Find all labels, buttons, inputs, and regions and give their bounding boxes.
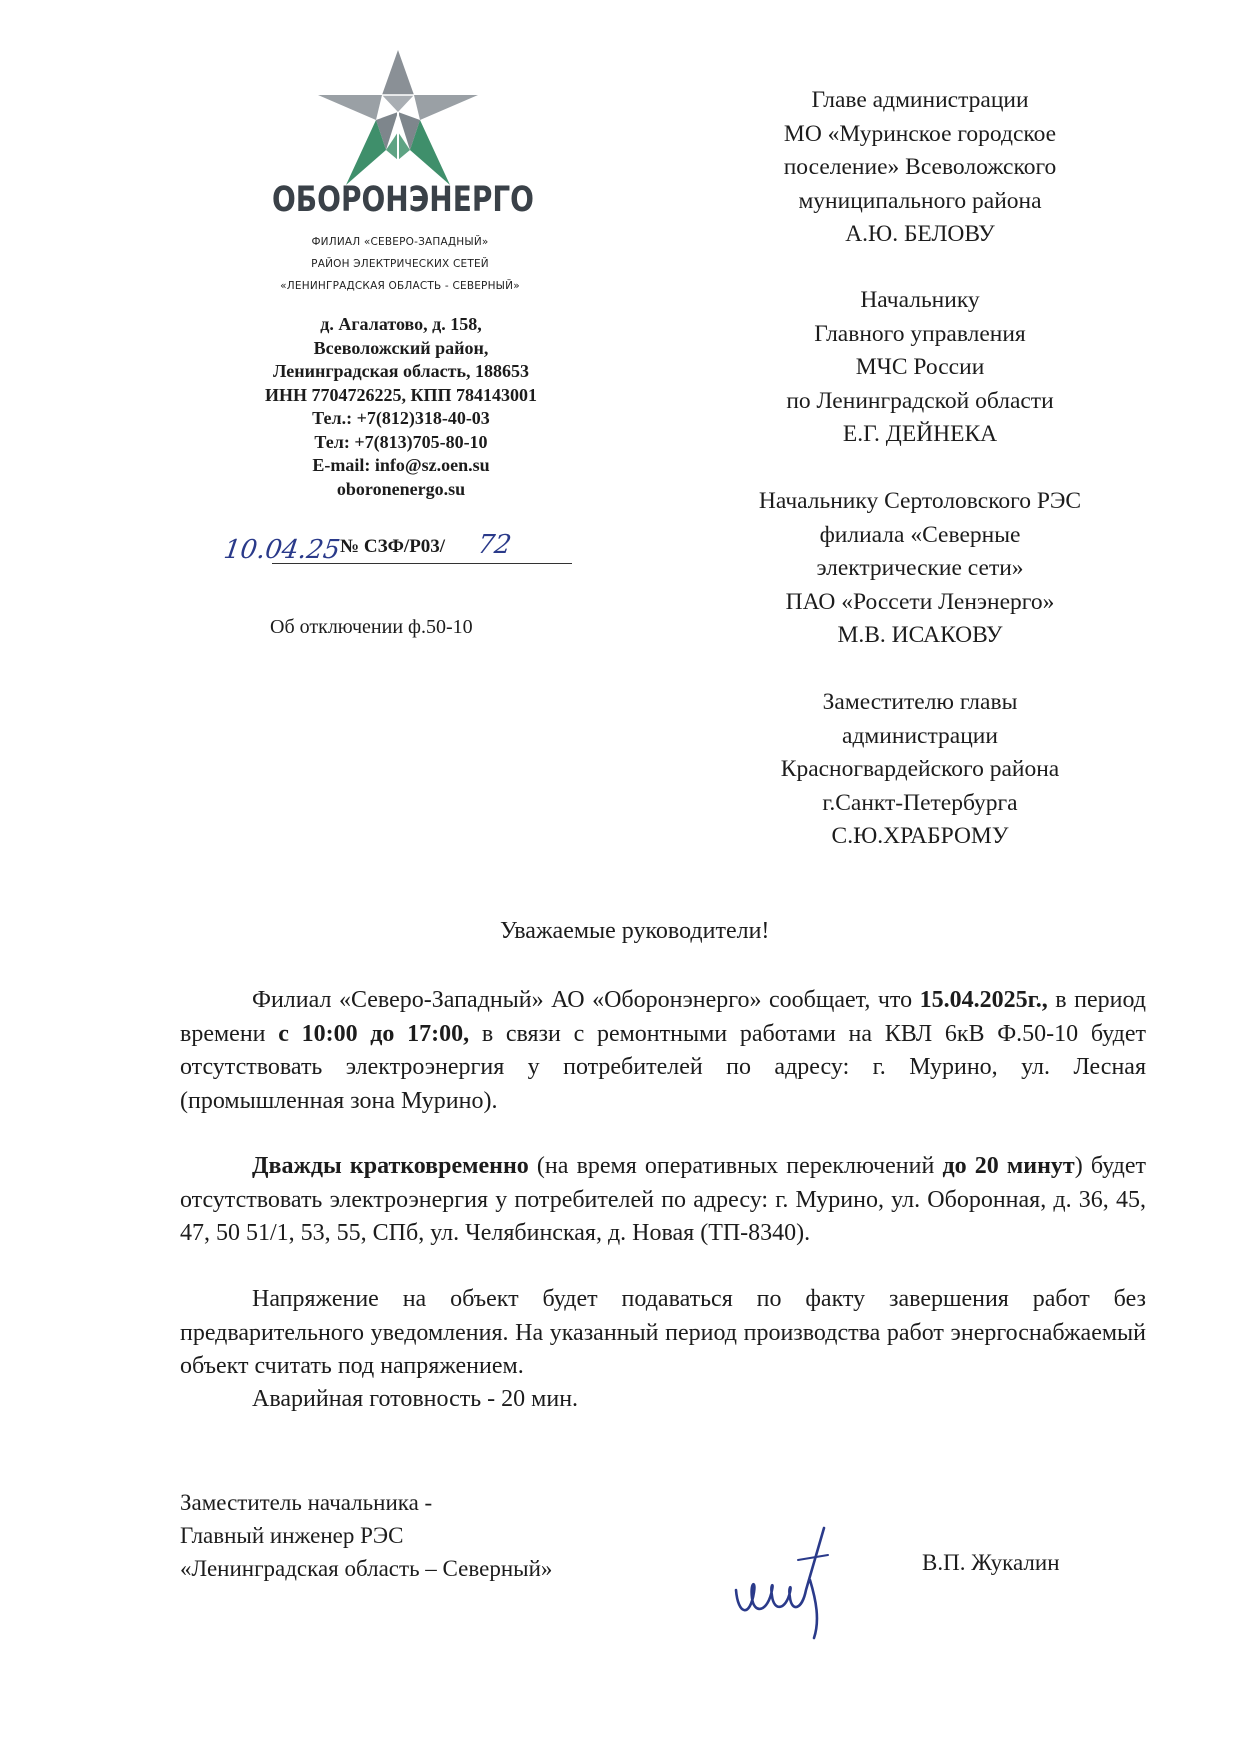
addressee-line: Начальнику Сертоловского РЭС bbox=[758, 488, 1082, 514]
signer-title-line: «Ленинградская область – Северный» bbox=[180, 1556, 553, 1581]
addressee-block bbox=[690, 485, 1150, 653]
signer-name: В.П. Жукалин bbox=[922, 1550, 1060, 1575]
text-run: ) будет отсутствовать электроэнергия у потребителей по адресу: г. Мурино, ул. Оборонная, д. 36, 45, 47, 50 51/1, 53, 55, СПб, ул. Челябинская, д. Новая (ТП-8340). bbox=[180, 1153, 1146, 1246]
org-name-logotype: ОБОРОНЭНЕРГО bbox=[272, 180, 534, 220]
reference-underline bbox=[272, 563, 572, 564]
body-paragraph: Аварийная готовность - 20 мин. bbox=[252, 1386, 579, 1412]
addressee-line: МО «Муринское городское bbox=[783, 120, 1057, 147]
addressee-line: филиала «Северные bbox=[819, 521, 1021, 548]
phone-line: Тел: +7(813)705-80-10 bbox=[314, 431, 488, 452]
addressee-line: Главе администрации bbox=[811, 87, 1029, 113]
logo-star-icon bbox=[318, 50, 478, 190]
addressee-name: М.В. ИСАКОВУ bbox=[837, 622, 1003, 648]
handwritten-signature-icon bbox=[728, 1520, 868, 1640]
body-paragraph: Напряжение на объект будет подаваться по факту завершения работ без предварительного уведомления. На указанный период производства работ энергоснабжаемый объект считать под напряжением. bbox=[180, 1286, 1146, 1379]
addressee-line: МЧС России bbox=[855, 354, 985, 380]
addressee-line: Заместителю главы bbox=[822, 689, 1018, 715]
addressee-line: Красногвардейского района bbox=[780, 756, 1060, 782]
body-paragraph bbox=[180, 1150, 1146, 1251]
addressee-line: Главного управления bbox=[814, 320, 1026, 347]
text-run: Филиал «Северо-Западный» АО «Оборонэнерго» сообщает, что bbox=[252, 987, 920, 1013]
addressee-line: ПАО «Россети Ленэнерго» bbox=[785, 588, 1055, 615]
addressee-line: муниципального района bbox=[798, 187, 1042, 214]
reference-number-prefix: № СЗФ/Р03/ bbox=[340, 536, 446, 557]
text-run: в связи с ремонтными работами на КВЛ 6кВ Ф.50-10 будет отсутствовать электроэнергия у потребителей по адресу: г. Мурино, ул. Лесная (промышленная зона Мурино). bbox=[180, 1020, 1146, 1114]
addressee-line: поселение» Всеволожского bbox=[783, 154, 1057, 180]
address-line: Всеволожский район, bbox=[313, 337, 489, 358]
signer-title-line: Заместитель начальника - bbox=[180, 1490, 433, 1515]
addressee-block bbox=[690, 686, 1150, 854]
signer-title bbox=[180, 1486, 552, 1585]
area-name: «ЛЕНИНГРАДСКАЯ ОБЛАСТЬ - СЕВЕРНЫЙ» bbox=[280, 280, 520, 292]
salutation: Уважаемые руководители! bbox=[500, 918, 770, 944]
addressee-name: Е.Г. ДЕЙНЕКА bbox=[842, 421, 998, 447]
text-run: в период времени bbox=[180, 987, 1146, 1047]
signer-title-line: Главный инженер РЭС bbox=[180, 1523, 404, 1548]
phone-line: Тел.: +7(812)318-40-03 bbox=[312, 408, 490, 428]
addressee-line: г.Санкт-Петербурга bbox=[822, 789, 1018, 816]
bold-duration: до 20 минут bbox=[942, 1153, 1075, 1179]
bold-time-range: с 10:00 до 17:00, bbox=[278, 1020, 470, 1047]
letter-subject: Об отключении ф.50-10 bbox=[270, 616, 473, 638]
bold-date: 15.04.2025г., bbox=[919, 987, 1048, 1013]
addressee-name: С.Ю.ХРАБРОМУ bbox=[831, 823, 1009, 849]
reference-date-handwritten: 10.04.25 bbox=[221, 535, 342, 565]
reference-number-handwritten: 72 bbox=[475, 530, 514, 560]
addressee-line: электрические сети» bbox=[816, 555, 1024, 581]
tax-ids-line: ИНН 7704726225, КПП 784143001 bbox=[264, 384, 538, 405]
text-run: (на время оперативных переключений bbox=[528, 1153, 943, 1179]
website-line: oboronenergo.su bbox=[336, 478, 466, 499]
branch-name: ФИЛИАЛ «СЕВЕРО-ЗАПАДНЫЙ» bbox=[311, 236, 489, 248]
email-line: E-mail: info@sz.oen.su bbox=[312, 455, 490, 475]
body-paragraph bbox=[180, 984, 1146, 1118]
address-line: д. Агалатово, д. 158, bbox=[320, 314, 482, 334]
res-name: РАЙОН ЭЛЕКТРИЧЕСКИХ СЕТЕЙ bbox=[311, 258, 489, 270]
addressee-line: Начальнику bbox=[860, 287, 980, 313]
addressee-name: А.Ю. БЕЛОВУ bbox=[845, 221, 995, 247]
addressee-block bbox=[690, 284, 1150, 452]
addressee-line: администрации bbox=[842, 722, 998, 749]
address-line: Ленинградская область, 188653 bbox=[272, 361, 529, 381]
addressee-block bbox=[690, 84, 1150, 252]
bold-phrase: Дважды кратковременно bbox=[252, 1153, 529, 1179]
sender-contacts bbox=[215, 313, 587, 501]
addressee-line: по Ленинградской области bbox=[786, 387, 1054, 414]
